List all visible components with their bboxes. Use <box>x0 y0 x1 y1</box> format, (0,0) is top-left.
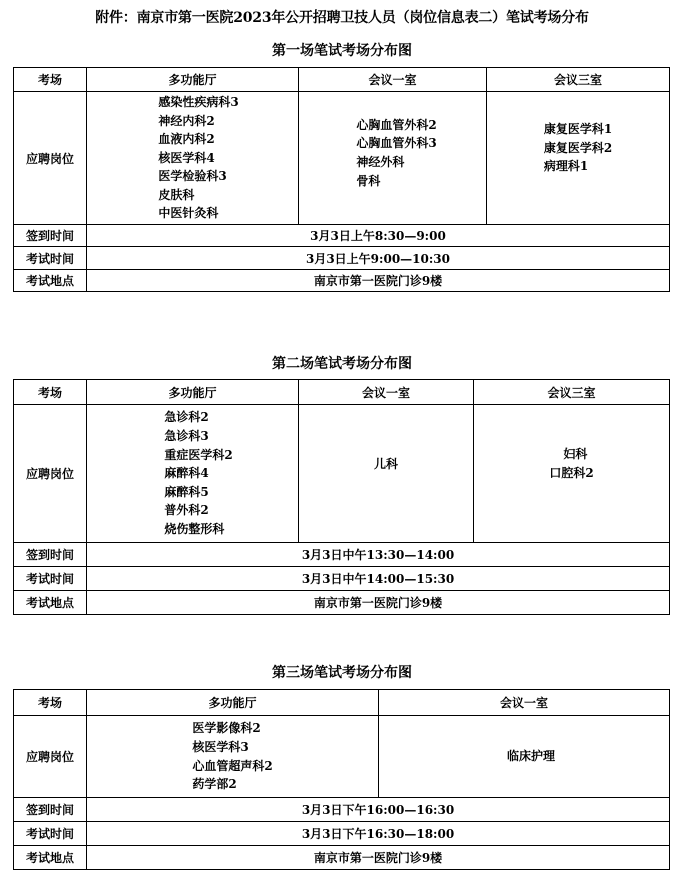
location-row <box>14 846 670 870</box>
document-title: 附件：南京市第一医院2023年公开招聘卫技人员（岗位信息表二）笔试考场分布 <box>95 10 589 26</box>
exam-time-row <box>14 822 670 846</box>
session-1-title: 第一场笔试考场分布图 <box>272 43 412 59</box>
exam-time-label: 考试时间 <box>14 822 87 846</box>
location-value: 南京市第一医院门诊9楼 <box>87 591 670 615</box>
position-item: 医学影像科2 <box>192 721 261 736</box>
room-header: 多功能厅 <box>87 68 299 92</box>
position-list <box>356 116 436 190</box>
room-header: 会议一室 <box>299 68 487 92</box>
position-item: 中医针灸科 <box>158 206 219 221</box>
positions-row <box>14 716 670 798</box>
venue-label: 考场 <box>14 690 87 716</box>
location-label: 考试地点 <box>14 591 87 615</box>
session-1-table <box>13 67 670 292</box>
room-header: 多功能厅 <box>87 690 379 716</box>
location-row <box>14 591 670 615</box>
position-item: 心胸血管外科2 <box>356 117 437 132</box>
checkin-label: 签到时间 <box>14 225 87 247</box>
room-positions-cell <box>379 716 670 798</box>
location-label: 考试地点 <box>14 270 87 292</box>
room-header: 会议一室 <box>379 690 670 716</box>
positions-label: 应聘岗位 <box>14 716 87 798</box>
position-item: 临床护理 <box>506 749 555 764</box>
room-positions-cell <box>87 405 299 543</box>
checkin-value: 3月3日中午13:30—14:00 <box>87 543 670 567</box>
checkin-value: 3月3日上午8:30—9:00 <box>87 225 670 247</box>
position-item: 神经内科2 <box>158 113 215 128</box>
exam-time-row <box>14 247 670 270</box>
checkin-label: 签到时间 <box>14 798 87 822</box>
position-item: 儿科 <box>373 457 398 471</box>
location-row <box>14 270 670 292</box>
position-item: 心血管超声科2 <box>192 758 273 773</box>
position-item: 康复医学科2 <box>543 140 613 155</box>
venue-label: 考场 <box>14 380 87 405</box>
exam-time-label: 考试时间 <box>14 247 87 270</box>
room-positions-cell <box>487 92 670 225</box>
position-item: 麻醉科4 <box>164 466 209 481</box>
position-item: 感染性疾病科3 <box>158 94 239 109</box>
position-item: 普外科2 <box>164 503 209 518</box>
room-positions-cell <box>299 405 474 543</box>
room-positions-cell <box>474 405 670 543</box>
checkin-value: 3月3日下午16:00—16:30 <box>87 798 670 822</box>
table-header-row <box>14 690 670 716</box>
position-item: 核医学科3 <box>192 739 249 754</box>
position-item: 烧伤整形科 <box>164 521 225 536</box>
position-list <box>374 455 398 474</box>
table-header-row <box>14 68 670 92</box>
session-2-title: 第二场笔试考场分布图 <box>272 356 412 372</box>
position-item: 骨科 <box>356 173 381 188</box>
position-item: 医学检验科3 <box>158 169 227 184</box>
room-header: 会议三室 <box>487 68 670 92</box>
position-item: 血液内科2 <box>158 132 215 147</box>
table-header-row <box>14 380 670 405</box>
room-header: 多功能厅 <box>87 380 299 405</box>
position-item: 妇科 <box>563 447 588 461</box>
checkin-row <box>14 225 670 247</box>
position-item: 皮肤科 <box>158 187 195 202</box>
position-list <box>544 120 612 176</box>
venue-label: 考场 <box>14 68 87 92</box>
position-item: 麻醉科5 <box>164 484 209 499</box>
position-list <box>158 93 238 223</box>
position-item: 急诊科3 <box>164 429 209 444</box>
position-item: 重症医学科2 <box>164 447 233 462</box>
position-list <box>507 747 555 766</box>
exam-time-label: 考试时间 <box>14 567 87 591</box>
checkin-row <box>14 543 670 567</box>
location-label: 考试地点 <box>14 846 87 870</box>
position-list <box>164 408 232 538</box>
room-header: 会议三室 <box>474 380 670 405</box>
session-3-title: 第三场笔试考场分布图 <box>272 665 412 681</box>
position-item: 急诊科2 <box>164 410 209 425</box>
position-item: 康复医学科1 <box>543 122 613 136</box>
exam-time-value: 3月3日上午9:00—10:30 <box>87 247 670 270</box>
positions-row <box>14 92 670 225</box>
exam-time-row <box>14 567 670 591</box>
position-item: 药学部2 <box>192 777 237 792</box>
position-list <box>549 445 593 482</box>
location-value: 南京市第一医院门诊9楼 <box>87 270 670 292</box>
room-positions-cell <box>87 92 299 225</box>
session-3-table <box>13 689 670 870</box>
position-item: 神经外科 <box>356 155 405 169</box>
position-item: 核医学科4 <box>158 150 215 165</box>
positions-row <box>14 405 670 543</box>
position-item: 病理科1 <box>543 159 589 174</box>
location-value: 南京市第一医院门诊9楼 <box>87 846 670 870</box>
exam-time-value: 3月3日下午16:30—18:00 <box>87 822 670 846</box>
checkin-label: 签到时间 <box>14 543 87 567</box>
positions-label: 应聘岗位 <box>14 405 87 543</box>
checkin-row <box>14 798 670 822</box>
exam-time-value: 3月3日中午14:00—15:30 <box>87 567 670 591</box>
positions-label: 应聘岗位 <box>14 92 87 225</box>
room-positions-cell <box>299 92 487 225</box>
position-item: 心胸血管外科3 <box>356 136 437 151</box>
position-list <box>192 719 272 793</box>
position-item: 口腔科2 <box>549 465 594 480</box>
session-2-table <box>13 379 670 615</box>
room-header: 会议一室 <box>299 380 474 405</box>
room-positions-cell <box>87 716 379 798</box>
